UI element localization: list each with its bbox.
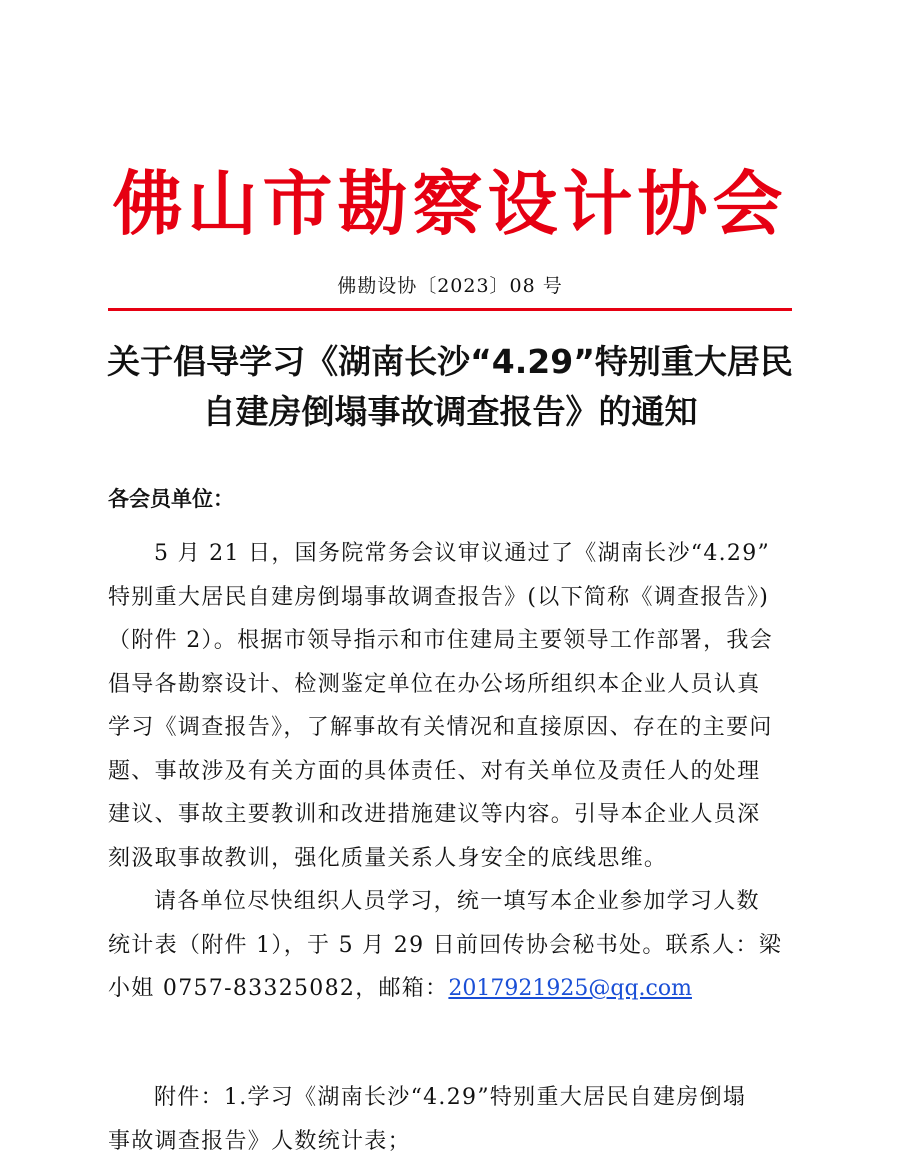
body-line: 5 月 21 日，国务院常务会议审议通过了《湖南长沙“4.29” bbox=[108, 532, 798, 576]
body-line: 统计表（附件 1），于 5 月 29 日前回传协会秘书处。联系人：梁 bbox=[108, 924, 798, 968]
body-line: 倡导各勘察设计、检测鉴定单位在办公场所组织本企业人员认真 bbox=[108, 663, 798, 707]
attachment-line: 事故调查报告》人数统计表； bbox=[108, 1120, 798, 1163]
notice-title-line: 关于倡导学习《湖南长沙“4.29”特别重大居民 bbox=[90, 337, 810, 387]
attachment-line: 附件：1.学习《湖南长沙“4.29”特别重大居民自建房倒塌 bbox=[108, 1076, 798, 1120]
red-divider-line bbox=[108, 308, 792, 311]
contact-text: 小姐 0757-83325082，邮箱： bbox=[108, 976, 448, 1001]
body-line: （附件 2）。根据市领导指示和市住建局主要领导工作部署，我会 bbox=[108, 619, 798, 663]
document-number: 佛勘设协〔2023〕08 号 bbox=[0, 272, 900, 300]
body-line: 题、事故涉及有关方面的具体责任、对有关单位及责任人的处理 bbox=[108, 750, 798, 794]
notice-title-line: 自建房倒塌事故调查报告》的通知 bbox=[90, 387, 810, 437]
contact-line bbox=[108, 967, 798, 1011]
addressee: 各会员单位： bbox=[108, 484, 234, 514]
body-line: 刻汲取事故教训，强化质量关系人身安全的底线思维。 bbox=[108, 837, 798, 881]
email-link[interactable]: 2017921925@qq.com bbox=[448, 976, 692, 1001]
body-line: 学习《调查报告》，了解事故有关情况和直接原因、存在的主要问 bbox=[108, 706, 798, 750]
notice-title bbox=[90, 337, 810, 437]
body-line: 特别重大居民自建房倒塌事故调查报告》(以下简称《调查报告》) bbox=[108, 576, 798, 620]
organization-title: 佛山市勘察设计协会 bbox=[0, 162, 900, 246]
body-line: 请各单位尽快组织人员学习，统一填写本企业参加学习人数 bbox=[108, 880, 798, 924]
body-line: 建议、事故主要教训和改进措施建议等内容。引导本企业人员深 bbox=[108, 793, 798, 837]
attachments bbox=[108, 1076, 798, 1163]
notice-body bbox=[108, 532, 798, 1011]
